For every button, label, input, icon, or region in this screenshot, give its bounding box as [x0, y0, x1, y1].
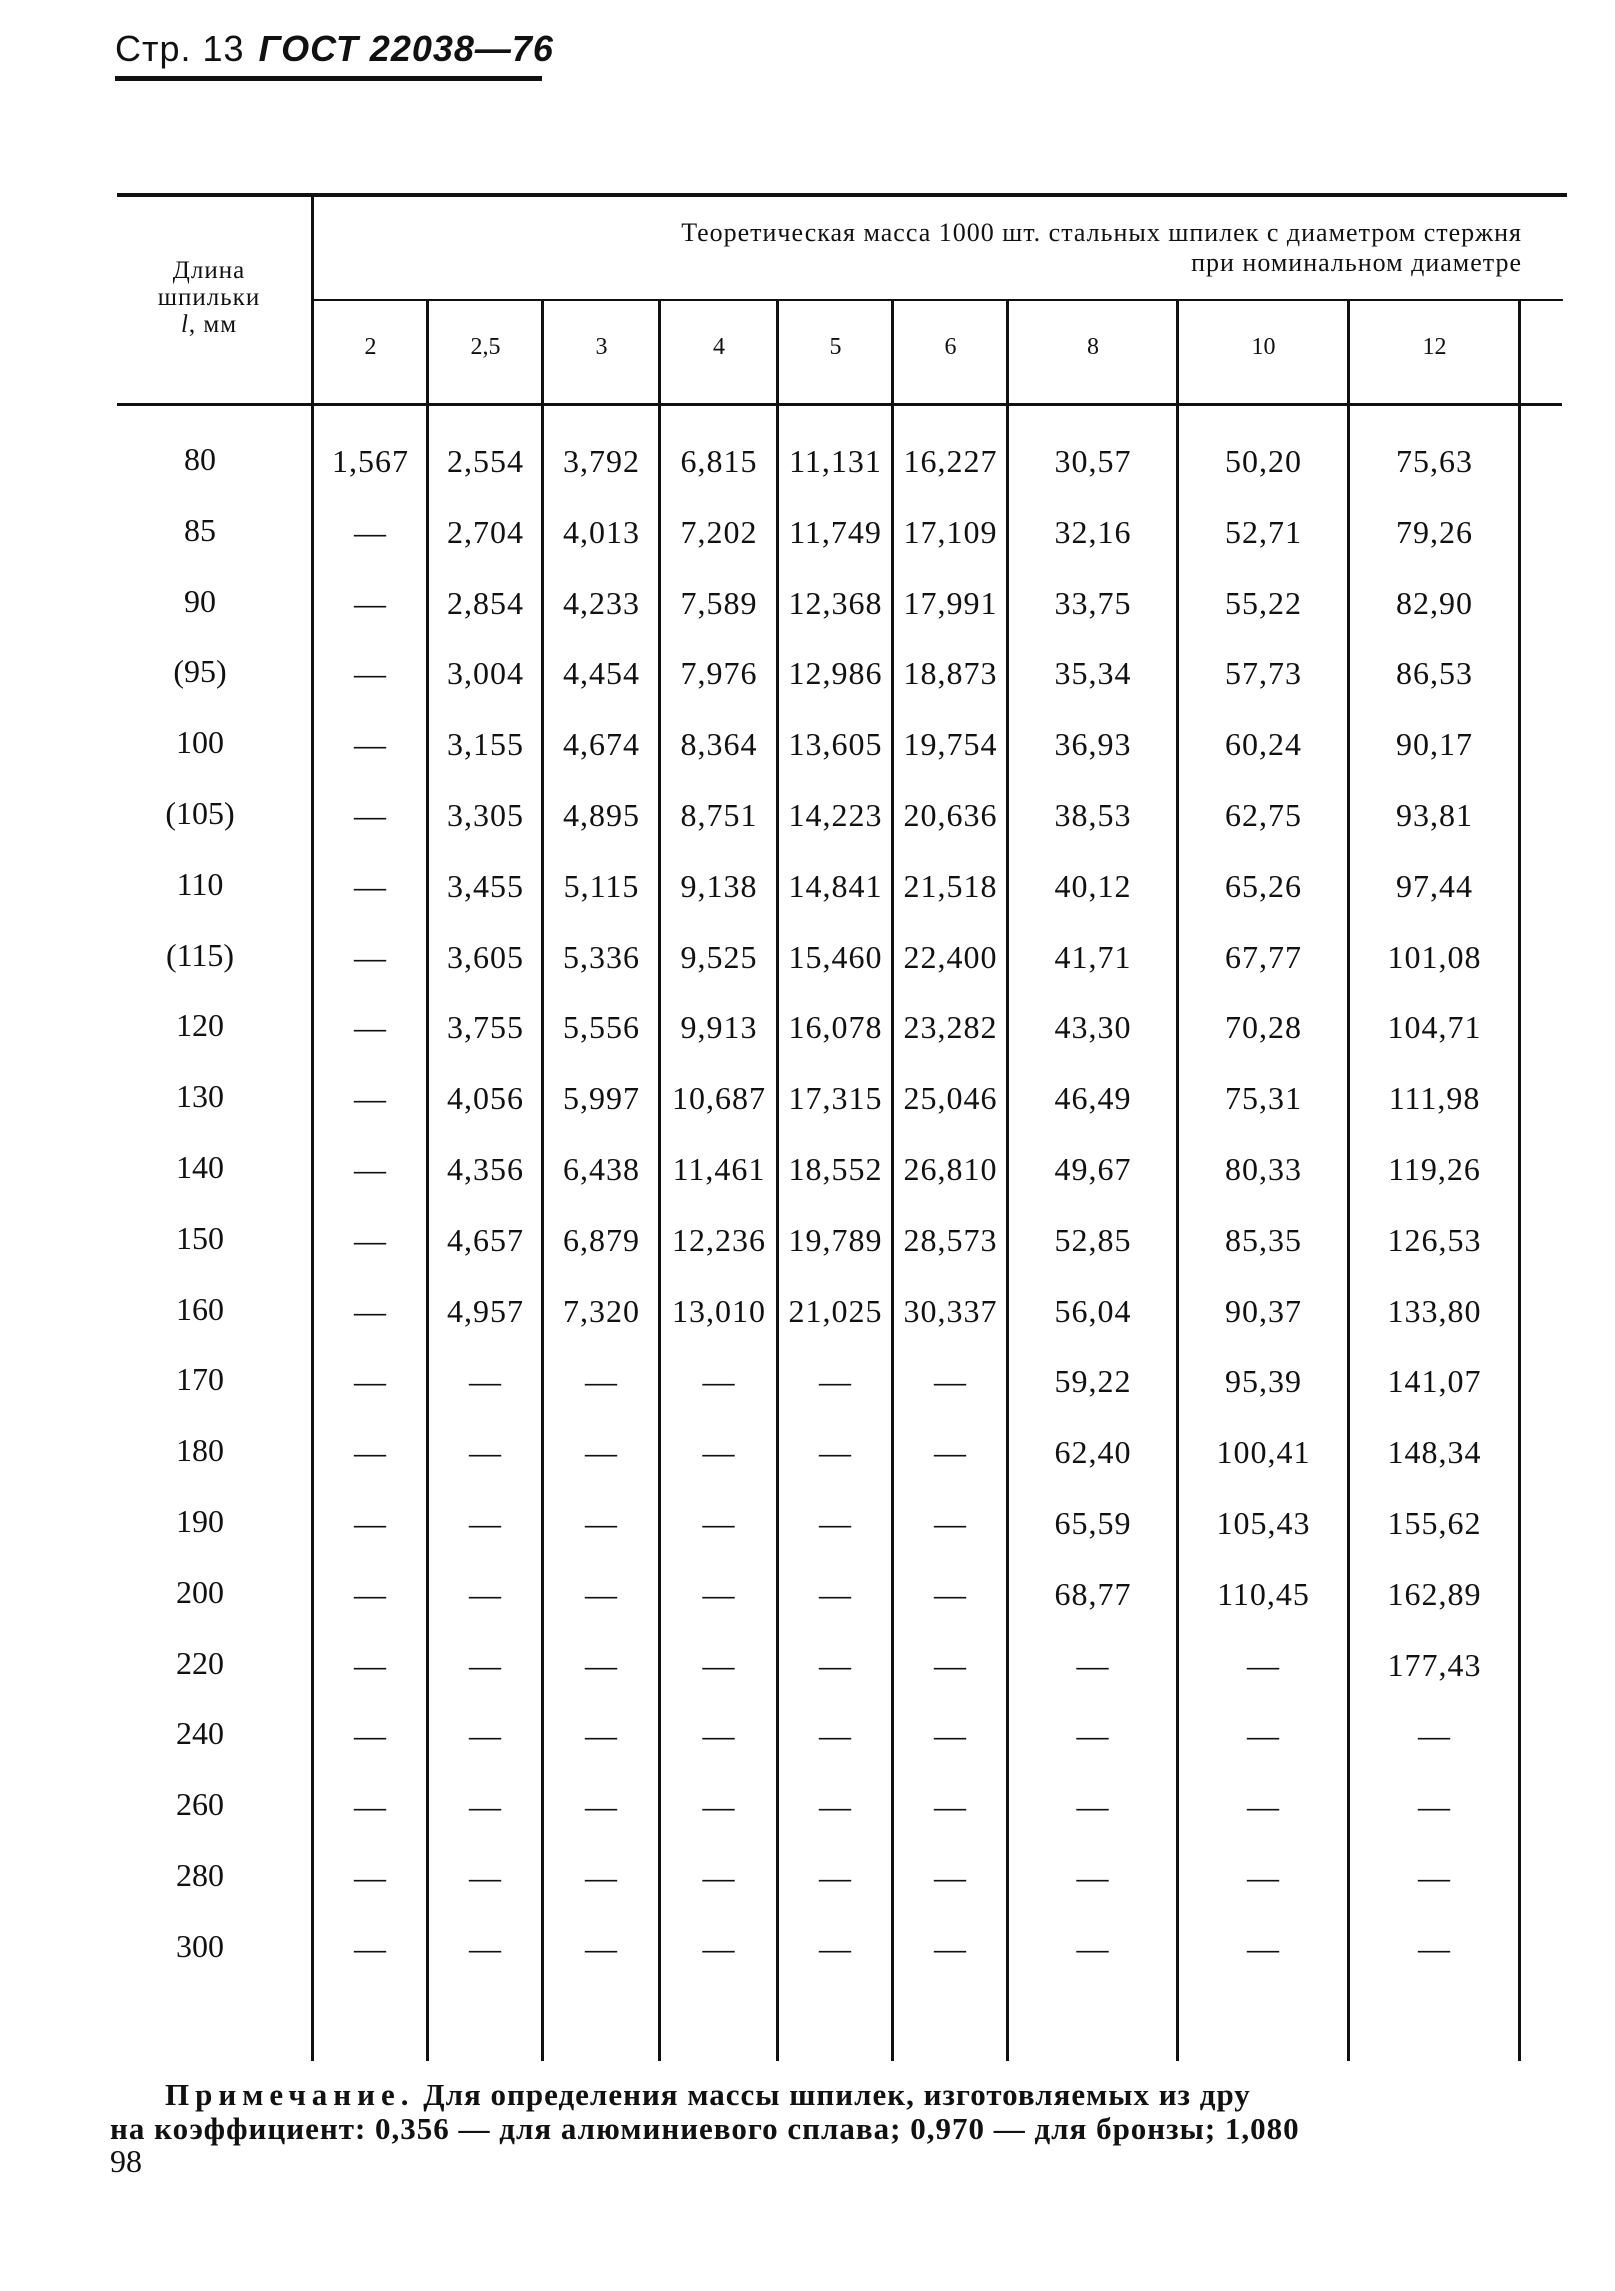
mass-value-cell: 1,567	[332, 443, 409, 479]
table-top-rule	[117, 193, 1567, 197]
mass-value-cell: 38,53	[1054, 797, 1132, 833]
mass-value-cell: —	[702, 1717, 736, 1753]
mass-value-cell: 46,49	[1054, 1080, 1132, 1116]
mass-value-cell: —	[469, 1576, 502, 1612]
mass-value-cell: —	[354, 939, 387, 975]
mass-value-cell: 62,40	[1054, 1434, 1132, 1470]
mass-value-cell: 22,400	[903, 939, 998, 975]
mass-value-cell: 4,895	[563, 797, 640, 833]
mass-value-cell: 35,34	[1054, 655, 1132, 691]
mass-value-cell: —	[819, 1930, 852, 1966]
mass-value-cell: —	[354, 868, 387, 904]
length-cell: 130	[176, 1078, 224, 1114]
mass-value-cell: 59,22	[1054, 1363, 1132, 1399]
mass-value-cell: 2,554	[447, 443, 524, 479]
mass-value-cell: —	[585, 1859, 618, 1895]
mass-value-cell: —	[354, 1151, 387, 1187]
header-bottom-rule	[117, 403, 1562, 406]
mass-value-cell: —	[354, 1576, 387, 1612]
mass-value-cell: 52,71	[1225, 514, 1302, 550]
mass-value-cell: —	[354, 1434, 387, 1470]
mass-value-cell: 18,873	[903, 655, 998, 691]
mass-header-line-1: Теоретическая масса 1000 шт. стальных шпилек с диаметром стержня	[681, 218, 1522, 247]
mass-value-cell: 65,59	[1054, 1505, 1132, 1541]
mass-value-cell: —	[819, 1717, 852, 1753]
mass-value-cell: 17,109	[903, 514, 998, 550]
mass-value-cell: —	[354, 1009, 387, 1045]
mass-value-cell: 21,025	[788, 1293, 883, 1329]
mass-value-cell: 19,789	[788, 1222, 883, 1258]
mass-value-cell: 8,751	[680, 797, 758, 833]
mass-value-cell: 3,305	[447, 797, 524, 833]
mass-value-cell: 5,115	[563, 868, 640, 904]
mass-value-cell: —	[469, 1505, 502, 1541]
mass-value-cell: —	[819, 1788, 852, 1824]
diameter-header-cell: 3	[595, 334, 608, 360]
mass-value-cell: 3,605	[447, 939, 524, 975]
mass-value-cell: —	[585, 1363, 618, 1399]
mass-value-cell: 4,957	[447, 1293, 524, 1329]
mass-value-cell: 162,89	[1387, 1576, 1482, 1612]
mass-value-cell: —	[585, 1434, 618, 1470]
length-cell: 180	[176, 1432, 224, 1468]
mass-value-cell: 65,26	[1225, 868, 1302, 904]
mass-value-cell: 2,704	[447, 514, 524, 550]
mass-value-cell: —	[1076, 1930, 1110, 1966]
length-cell: 220	[176, 1645, 224, 1681]
mass-value-cell: 8,364	[680, 726, 758, 762]
mass-value-cell: —	[469, 1930, 502, 1966]
mass-value-cell: 67,77	[1225, 939, 1302, 975]
mass-value-cell: —	[469, 1363, 502, 1399]
mass-value-cell: 90,37	[1225, 1293, 1302, 1329]
length-cell: 120	[176, 1007, 224, 1043]
mass-value-cell: 16,227	[903, 443, 998, 479]
diameter-header-cell: 10	[1251, 334, 1276, 360]
mass-value-cell: —	[934, 1859, 967, 1895]
mass-value-cell: —	[934, 1647, 967, 1683]
mass-value-cell: 5,997	[563, 1080, 640, 1116]
mass-value-cell: —	[819, 1434, 852, 1470]
mass-value-cell: 7,589	[680, 585, 758, 621]
mass-value-cell: 30,337	[903, 1293, 998, 1329]
mass-value-cell: —	[585, 1930, 618, 1966]
mass-value-cell: —	[1418, 1859, 1451, 1895]
mass-value-cell: 110,45	[1217, 1576, 1310, 1612]
mass-value-cell: 177,43	[1387, 1647, 1482, 1683]
length-cell: 280	[176, 1857, 224, 1893]
mass-value-cell: —	[585, 1647, 618, 1683]
mass-value-cell: —	[934, 1788, 967, 1824]
mass-value-cell: —	[934, 1434, 967, 1470]
mass-value-cell: —	[469, 1647, 502, 1683]
diameter-header-cell: 5	[829, 334, 842, 360]
mass-value-cell: 57,73	[1225, 655, 1302, 691]
mass-value-cell: —	[469, 1434, 502, 1470]
mass-value-cell: 7,202	[680, 514, 758, 550]
mass-value-cell: —	[702, 1859, 736, 1895]
mass-value-cell: 49,67	[1054, 1151, 1132, 1187]
mass-value-cell: 16,078	[788, 1009, 883, 1045]
mass-value-cell: 36,93	[1054, 726, 1132, 762]
mass-value-cell: 126,53	[1387, 1222, 1482, 1258]
header-underline	[115, 76, 542, 81]
mass-value-cell: —	[934, 1930, 967, 1966]
mass-value-cell: 100,41	[1216, 1434, 1311, 1470]
mass-value-cell: 85,35	[1225, 1222, 1302, 1258]
mass-value-cell: 13,010	[672, 1293, 766, 1329]
mass-value-cell: 75,31	[1225, 1080, 1302, 1116]
mass-value-cell: 13,605	[788, 726, 883, 762]
mass-value-cell: 30,57	[1054, 443, 1132, 479]
mass-value-cell: 11,461	[672, 1151, 766, 1187]
mass-value-cell: —	[934, 1717, 967, 1753]
mass-value-cell: 4,454	[563, 655, 640, 691]
mass-value-cell: 11,131	[789, 443, 882, 479]
length-symbol: l	[180, 311, 189, 338]
mass-value-cell: —	[1418, 1717, 1451, 1753]
mass-value-cell: 20,636	[903, 797, 998, 833]
diameter-header-cell: 2	[364, 334, 377, 360]
mass-value-cell: 15,460	[788, 939, 883, 975]
length-cell: 85	[184, 512, 216, 548]
mass-value-cell: 9,525	[680, 939, 758, 975]
page-header	[115, 28, 554, 70]
mass-value-cell: 18,552	[788, 1151, 883, 1187]
page-label: Стр. 13	[115, 28, 245, 69]
mass-value-cell: —	[1418, 1788, 1451, 1824]
mass-value-cell: 62,75	[1225, 797, 1302, 833]
mass-value-cell: 40,12	[1054, 868, 1132, 904]
mass-value-cell: 80,33	[1225, 1151, 1302, 1187]
mass-value-cell: 21,518	[903, 868, 998, 904]
mass-value-cell: 9,138	[680, 868, 758, 904]
mass-value-cell: —	[934, 1363, 967, 1399]
mass-value-cell: —	[1247, 1647, 1280, 1683]
mass-value-cell: 105,43	[1216, 1505, 1311, 1541]
mass-value-cell: 4,657	[447, 1222, 524, 1258]
mass-value-cell: —	[702, 1576, 736, 1612]
mass-value-cell: 5,336	[563, 939, 640, 975]
mass-value-cell: —	[354, 655, 387, 691]
mass-value-cell: 3,004	[447, 655, 524, 691]
mass-value-cell: 60,24	[1225, 726, 1302, 762]
diameter-header-cell: 2,5	[470, 334, 501, 360]
mass-value-cell: 4,674	[563, 726, 640, 762]
mass-value-cell: 23,282	[903, 1009, 998, 1045]
mass-value-cell: 14,223	[788, 797, 883, 833]
mass-value-cell: 25,046	[903, 1080, 998, 1116]
length-unit: , мм	[188, 311, 238, 338]
mass-value-cell: 5,556	[563, 1009, 640, 1045]
mass-value-cell: 79,26	[1396, 514, 1473, 550]
length-cell: 200	[176, 1574, 224, 1610]
mass-value-cell: —	[585, 1505, 618, 1541]
mass-value-cell: 86,53	[1396, 655, 1473, 691]
mass-value-cell: —	[354, 1363, 387, 1399]
mass-value-cell: 6,815	[680, 443, 758, 479]
mass-value-cell: 68,77	[1054, 1576, 1132, 1612]
mass-value-cell: —	[1247, 1788, 1280, 1824]
length-cell: 300	[176, 1928, 224, 1964]
mass-value-cell: 17,991	[903, 585, 998, 621]
mass-value-cell: —	[354, 1788, 387, 1824]
mass-value-cell: —	[1418, 1930, 1451, 1966]
length-cell: (95)	[173, 653, 227, 689]
mass-value-cell: —	[1076, 1859, 1110, 1895]
mass-value-cell: 19,754	[903, 726, 998, 762]
mass-value-cell: 12,986	[788, 655, 883, 691]
mass-value-cell: —	[469, 1788, 502, 1824]
mass-value-cell: 55,22	[1225, 585, 1302, 621]
mass-value-cell: —	[354, 585, 387, 621]
diameter-header-cell: 8	[1087, 334, 1099, 360]
note-line-2: на коэффициент: 0,356 — для алюминиевого сплава; 0,970 — для бронзы; 1,080	[110, 2111, 1300, 2146]
length-column-header	[120, 257, 298, 338]
length-cell: 140	[176, 1149, 224, 1185]
mass-value-cell: 12,368	[788, 585, 883, 621]
mass-value-cell: 104,71	[1387, 1009, 1482, 1045]
length-cell: 90	[184, 583, 216, 619]
mass-value-cell: 155,62	[1387, 1505, 1482, 1541]
mass-value-cell: 111,98	[1388, 1080, 1481, 1116]
mass-value-cell: —	[354, 726, 387, 762]
mass-value-cell: 3,792	[563, 443, 640, 479]
mass-value-cell: 119,26	[1388, 1151, 1481, 1187]
length-header-line-2: шпильки	[157, 284, 261, 311]
mass-value-cell: —	[1076, 1647, 1110, 1683]
mass-value-cell: —	[469, 1717, 502, 1753]
mass-value-cell: —	[702, 1363, 736, 1399]
mass-value-cell: 133,80	[1387, 1293, 1482, 1329]
mass-value-cell: 93,81	[1396, 797, 1473, 833]
mass-value-cell: —	[1076, 1717, 1110, 1753]
mass-value-cell: —	[585, 1788, 618, 1824]
mass-value-cell: —	[354, 1080, 387, 1116]
mass-value-cell: 17,315	[788, 1080, 883, 1116]
mass-value-cell: 6,438	[563, 1151, 640, 1187]
page-number: 98	[110, 2143, 142, 2179]
mass-value-cell: —	[1247, 1930, 1280, 1966]
length-header-line-1: Длина	[172, 257, 246, 284]
mass-value-cell: 7,320	[563, 1293, 640, 1329]
mass-value-cell: 4,233	[563, 585, 640, 621]
mass-value-cell: —	[934, 1576, 967, 1612]
header-divider	[313, 299, 1563, 301]
note-label: Примечание.	[165, 2077, 415, 2112]
mass-value-cell: —	[1247, 1859, 1280, 1895]
mass-value-cell: —	[819, 1859, 852, 1895]
diameter-header-cell: 12	[1422, 334, 1447, 360]
mass-value-cell: —	[354, 1505, 387, 1541]
mass-value-cell: —	[585, 1717, 618, 1753]
mass-value-cell: 52,85	[1054, 1222, 1132, 1258]
length-cell: (115)	[165, 937, 235, 973]
mass-value-cell: 7,976	[680, 655, 758, 691]
mass-value-cell: 3,455	[447, 868, 524, 904]
mass-value-cell: —	[354, 514, 387, 550]
length-cell: 110	[176, 866, 224, 902]
length-cell: 190	[176, 1503, 224, 1539]
mass-value-cell: —	[354, 797, 387, 833]
mass-value-cell: 70,28	[1225, 1009, 1302, 1045]
length-cell: 170	[176, 1361, 224, 1397]
mass-value-cell: 43,30	[1054, 1009, 1132, 1045]
length-cell: 160	[176, 1291, 224, 1327]
length-header-line-3	[120, 311, 298, 338]
mass-value-cell: —	[819, 1576, 852, 1612]
mass-value-cell: 4,356	[447, 1151, 524, 1187]
mass-value-cell: 148,34	[1387, 1434, 1482, 1470]
diameter-header-cell: 4	[713, 334, 725, 360]
mass-value-cell: —	[819, 1505, 852, 1541]
mass-value-cell: 28,573	[903, 1222, 998, 1258]
note-text-1: Для определения массы шпилек, изготовляемых из дру	[423, 2077, 1251, 2112]
mass-value-cell: 9,913	[680, 1009, 758, 1045]
mass-value-cell: —	[1247, 1717, 1280, 1753]
mass-value-cell: 11,749	[789, 514, 882, 550]
length-cell: (105)	[165, 795, 235, 831]
mass-value-cell: 12,236	[672, 1222, 766, 1258]
mass-header-line-2: при номинальном диаметре	[1191, 248, 1522, 277]
mass-value-cell: 75,63	[1396, 443, 1473, 479]
mass-value-cell: 6,879	[563, 1222, 640, 1258]
mass-value-cell: 32,16	[1054, 514, 1132, 550]
length-cell: 150	[176, 1220, 224, 1256]
mass-value-cell: —	[354, 1717, 387, 1753]
mass-value-cell: —	[354, 1222, 387, 1258]
mass-value-cell: 14,841	[788, 868, 883, 904]
mass-value-cell: —	[819, 1363, 852, 1399]
standard-label: ГОСТ 22038—76	[258, 28, 554, 69]
mass-value-cell: —	[702, 1788, 736, 1824]
length-cell: 100	[176, 724, 224, 760]
mass-value-cell: —	[702, 1930, 736, 1966]
footnote	[110, 2077, 1300, 2146]
length-cell: 240	[176, 1715, 224, 1751]
mass-value-cell: 3,155	[447, 726, 524, 762]
mass-value-cell: 101,08	[1387, 939, 1482, 975]
length-cell: 260	[176, 1786, 224, 1822]
mass-value-cell: —	[1076, 1788, 1110, 1824]
length-cell: 80	[184, 441, 216, 477]
note-line-1	[165, 2078, 1300, 2112]
mass-value-cell: —	[354, 1647, 387, 1683]
mass-value-cell: —	[819, 1647, 852, 1683]
mass-value-cell: 141,07	[1387, 1363, 1482, 1399]
mass-value-cell: 3,755	[447, 1009, 524, 1045]
mass-value-cell: —	[354, 1293, 387, 1329]
mass-value-cell: 95,39	[1225, 1363, 1302, 1399]
mass-value-cell: 10,687	[672, 1080, 766, 1116]
mass-value-cell: 56,04	[1054, 1293, 1132, 1329]
mass-value-cell: 90,17	[1396, 726, 1473, 762]
mass-value-cell: 97,44	[1396, 868, 1473, 904]
mass-value-cell: 2,854	[447, 585, 524, 621]
mass-value-cell: —	[702, 1434, 736, 1470]
mass-value-cell: 82,90	[1396, 585, 1473, 621]
mass-value-cell: 4,013	[563, 514, 640, 550]
mass-column-header	[318, 218, 1522, 278]
mass-value-cell: 33,75	[1054, 585, 1132, 621]
mass-value-cell: —	[702, 1505, 736, 1541]
mass-value-cell: 50,20	[1225, 443, 1302, 479]
mass-value-cell: —	[934, 1505, 967, 1541]
mass-value-cell: —	[585, 1576, 618, 1612]
mass-value-cell: 26,810	[903, 1151, 998, 1187]
mass-value-cell: —	[354, 1930, 387, 1966]
mass-value-cell: 4,056	[447, 1080, 524, 1116]
mass-value-cell: —	[469, 1859, 502, 1895]
mass-value-cell: 41,71	[1054, 939, 1132, 975]
diameter-header-cell: 6	[944, 334, 957, 360]
mass-value-cell: —	[702, 1647, 736, 1683]
mass-value-cell: —	[354, 1859, 387, 1895]
